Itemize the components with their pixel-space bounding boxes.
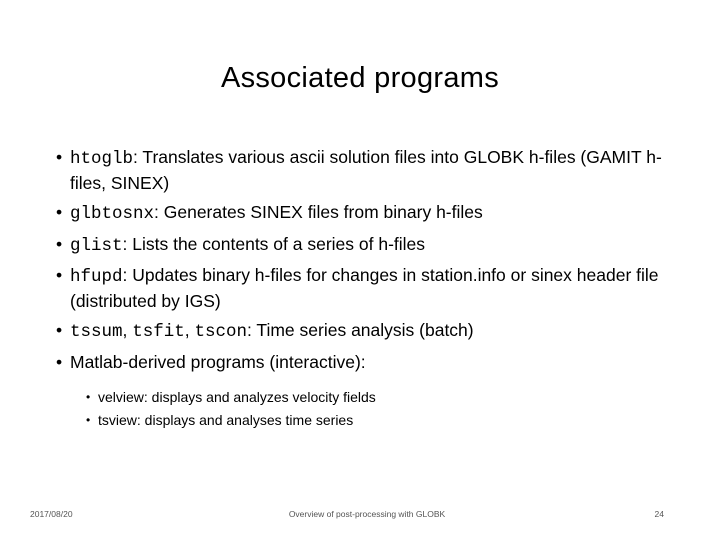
command-name: tsfit: [132, 322, 185, 342]
command-name: tssum: [70, 322, 123, 342]
page-number: 24: [654, 509, 664, 519]
bullet-item-htoglb: [56, 146, 676, 195]
footer-title: Overview of post-processing with GLOBK: [288, 509, 446, 519]
bullet-text: : Translates various ascii solution files into GLOBK h-files (GAMIT h-files, SINEX): [70, 147, 662, 193]
separator: ,: [122, 320, 133, 340]
bullet-text: : Time series analysis (batch): [247, 320, 474, 340]
bullet-item-matlab: [56, 351, 676, 433]
bullet-text: : Lists the contents of a series of h-files: [122, 233, 426, 254]
slide-title: Associated programs: [220, 62, 500, 94]
footer-date: 2017/08/20: [30, 509, 73, 519]
sub-bullet-list: [86, 386, 676, 432]
command-name: tscon: [194, 322, 248, 342]
bullet-item-glist: [56, 233, 676, 259]
command-name: htoglb: [70, 149, 134, 169]
bullet-text: : Updates binary h-files for changes in station.info or sinex header file (distributed by IGS): [70, 265, 659, 311]
bullet-item-hfupd: [56, 264, 676, 313]
bullet-text: : Generates SINEX files from binary h-files: [154, 202, 483, 222]
command-name: hfupd: [70, 267, 123, 287]
bullet-item-glbtosnx: [56, 201, 676, 227]
bullet-item-timeseries: [56, 319, 676, 345]
sub-bullet-velview: • velview: displays and analyzes velocity fields: [86, 386, 676, 409]
separator: ,: [184, 320, 195, 340]
bullet-list: [56, 146, 676, 438]
command-name: glist: [70, 235, 123, 256]
sub-bullet-tsview: • tsview: displays and analyses time series: [86, 409, 676, 432]
bullet-text: Matlab-derived programs (interactive):: [70, 351, 366, 372]
command-name: glbtosnx: [70, 204, 155, 224]
